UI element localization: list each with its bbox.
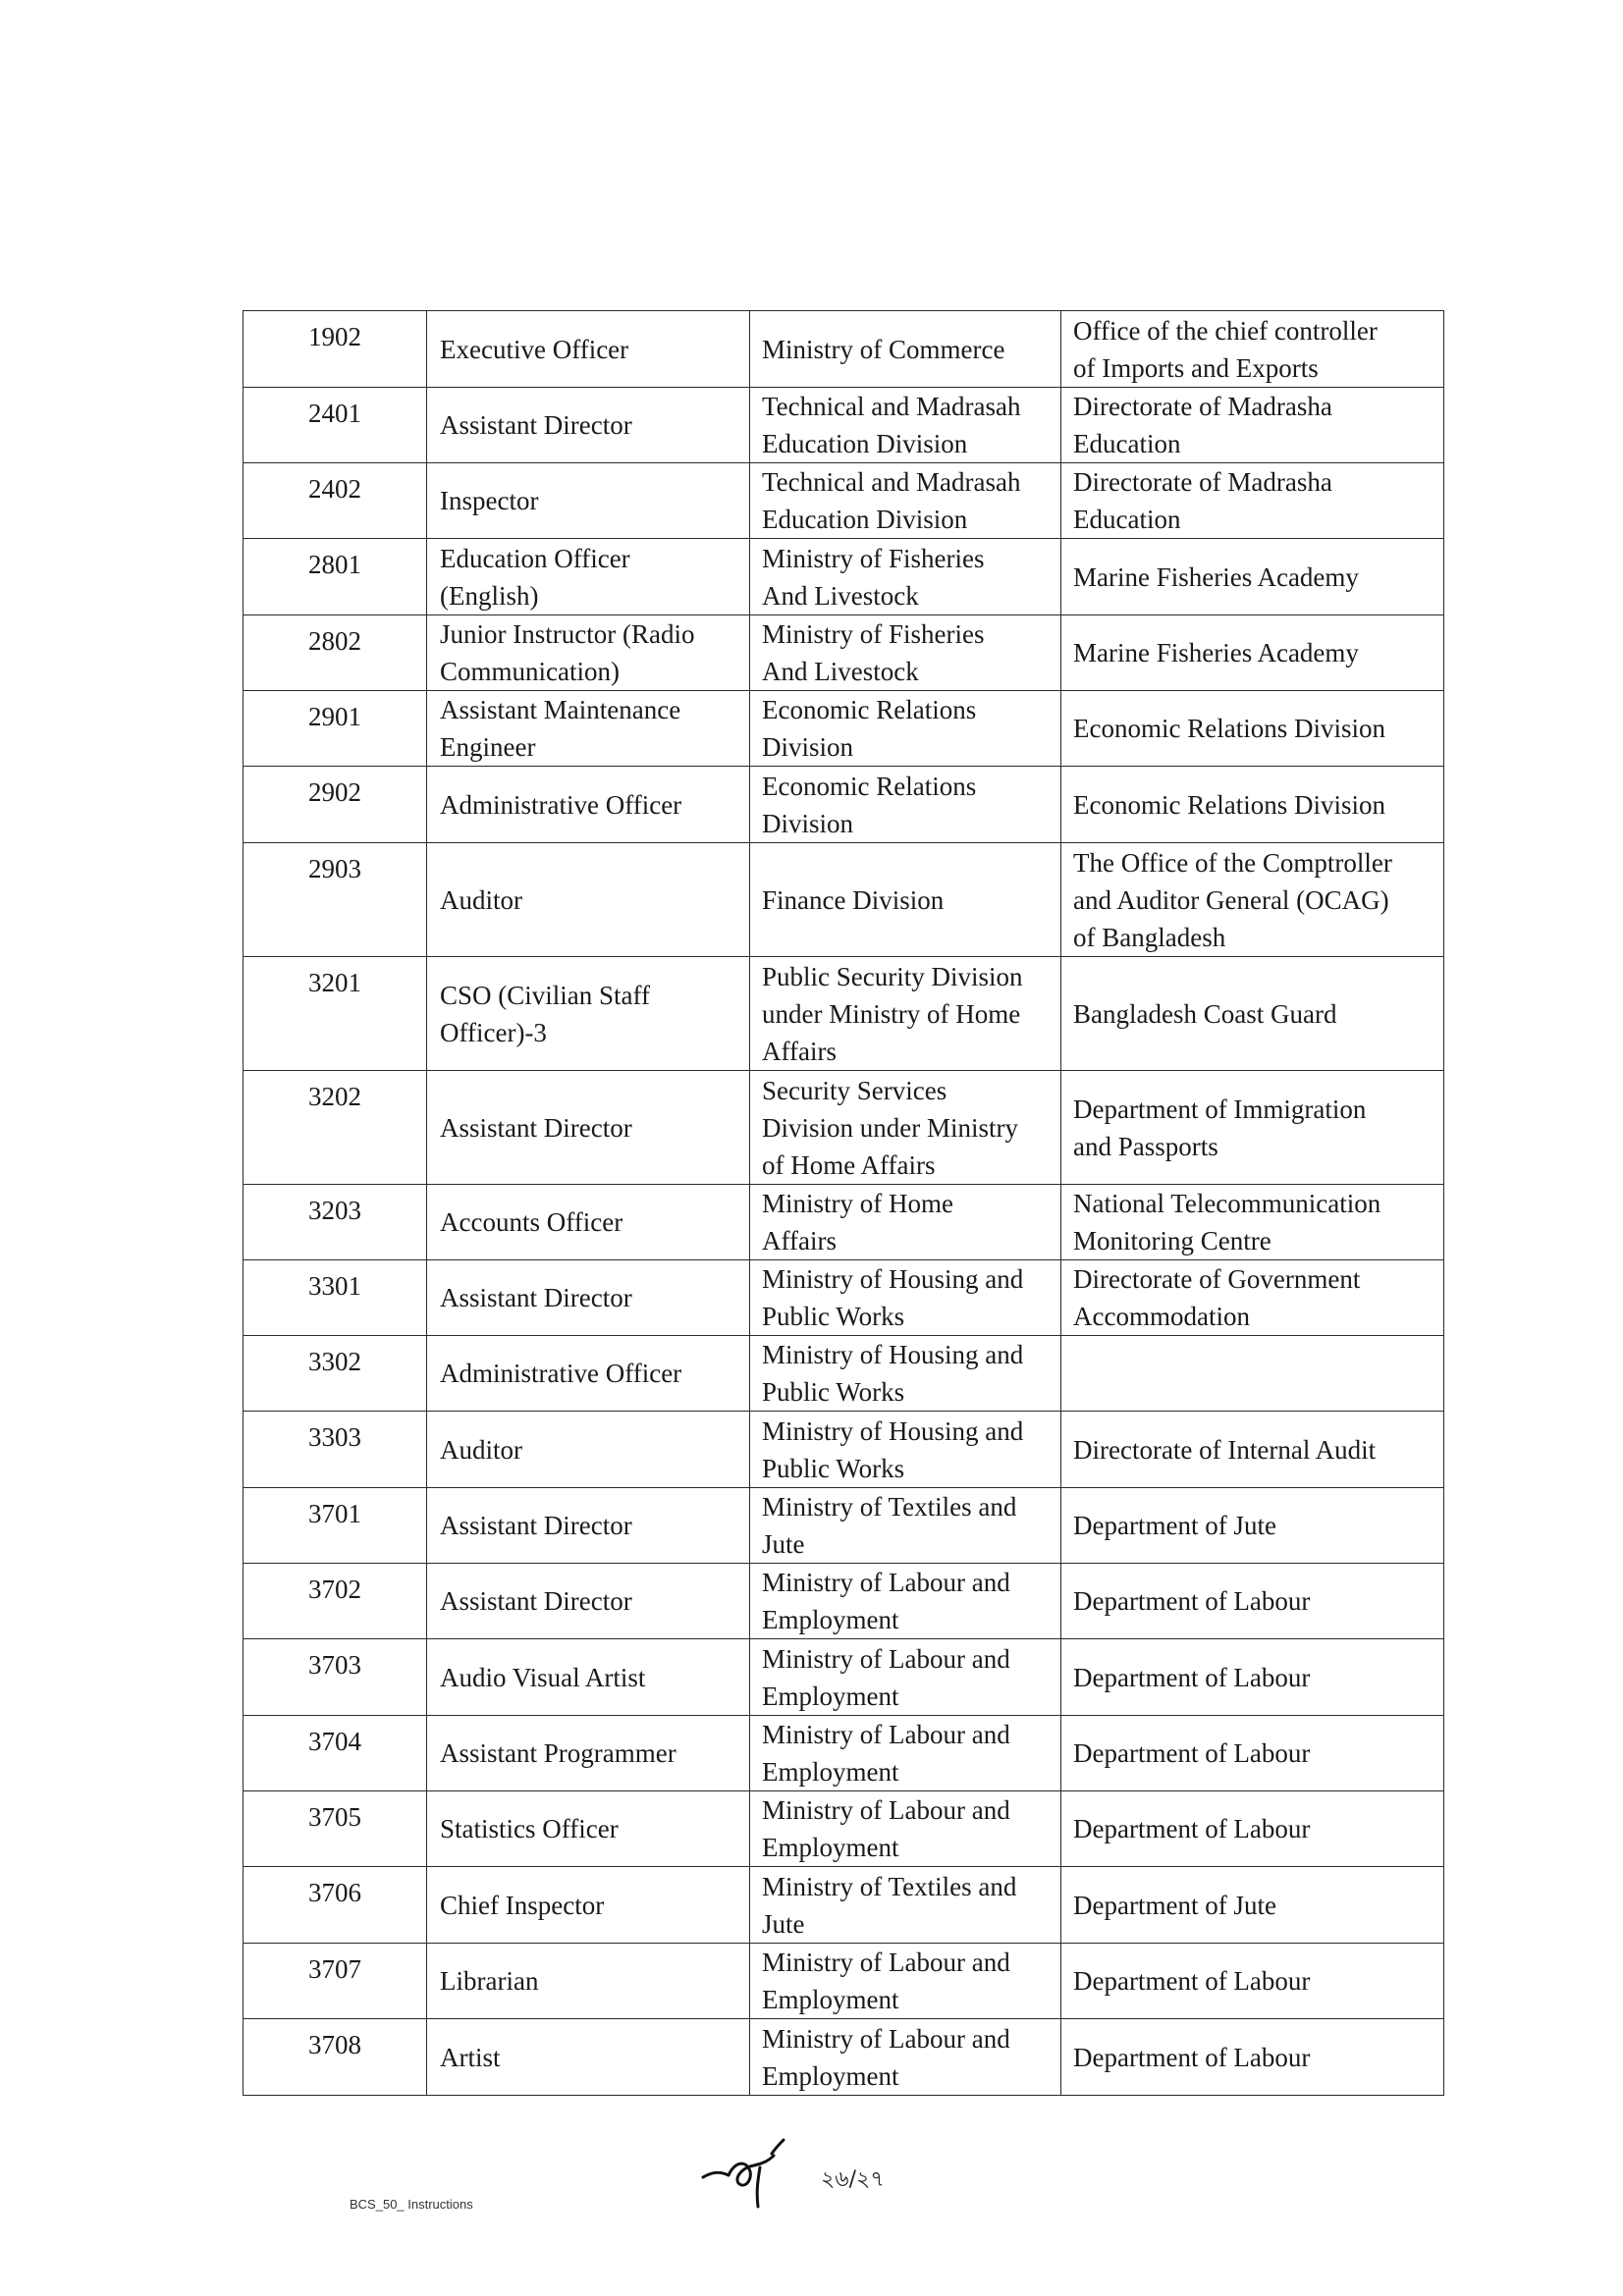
ministry-name: Ministry of Labour and Employment (762, 1795, 1010, 1862)
office-name: Directorate of Internal Audit (1073, 1434, 1377, 1465)
post-code: 3704 (308, 1727, 361, 1756)
office-name: Department of Labour (1073, 2042, 1311, 2072)
post-name-cell (427, 1071, 750, 1185)
post-code-cell (243, 1185, 427, 1260)
post-code-cell (243, 1639, 427, 1716)
office-name-cell (1061, 2019, 1444, 2096)
office-name-cell (1061, 1488, 1444, 1564)
office-name: Economic Relations Division (1073, 714, 1385, 743)
table-row (243, 1791, 1444, 1867)
office-name: Department of Labour (1073, 1738, 1311, 1768)
ministry-name-cell (750, 691, 1061, 767)
office-name: The Office of the Comptroller and Auditor General (OCAG) of Bangladesh (1073, 847, 1392, 952)
ministry-name-cell (750, 767, 1061, 843)
table-row (243, 2019, 1444, 2096)
ministry-name: Security Services Division under Ministry of Home Affairs (762, 1075, 1018, 1180)
ministry-name: Ministry of Fisheries And Livestock (762, 543, 985, 611)
post-name-cell (427, 2019, 750, 2096)
table-row (243, 1944, 1444, 2019)
office-name: Economic Relations Division (1073, 789, 1385, 820)
office-name: Office of the chief controller of Imports and Exports (1073, 315, 1378, 383)
ministry-name: Ministry of Commerce (762, 334, 1005, 364)
post-name: Auditor (440, 1434, 522, 1465)
post-code: 3203 (308, 1196, 361, 1225)
post-name: Assistant Programmer (440, 1738, 676, 1768)
ministry-name: Ministry of Labour and Employment (762, 1568, 1010, 1634)
post-name-cell (427, 1564, 750, 1639)
post-name-cell (427, 691, 750, 767)
office-name-cell (1061, 767, 1444, 843)
ministry-name: Technical and Madrasah Education Division (762, 392, 1021, 458)
ministry-name: Ministry of Housing and Public Works (762, 1415, 1024, 1483)
post-name-cell (427, 539, 750, 615)
office-name-cell (1061, 463, 1444, 539)
table-row (243, 957, 1444, 1071)
ministry-name-cell (750, 1336, 1061, 1412)
post-name: Assistant Director (440, 1511, 632, 1540)
office-name-cell (1061, 388, 1444, 463)
office-name: Marine Fisheries Academy (1073, 561, 1359, 592)
post-name-cell (427, 463, 750, 539)
table-row (243, 1564, 1444, 1639)
ministry-name-cell (750, 463, 1061, 539)
ministry-name-cell (750, 1185, 1061, 1260)
post-code: 2802 (308, 626, 361, 656)
ministry-name: Technical and Madrasah Education Division (762, 467, 1021, 534)
ministry-name: Ministry of Labour and Employment (762, 1643, 1010, 1711)
post-name-cell (427, 1260, 750, 1336)
office-name-cell (1061, 1944, 1444, 2019)
ministry-name-cell (750, 1944, 1061, 2019)
ministry-name: Ministry of Labour and Employment (762, 1948, 1010, 2014)
post-code-cell (243, 1412, 427, 1488)
office-name-cell (1061, 957, 1444, 1071)
post-code: 3202 (308, 1082, 361, 1111)
office-name-cell (1061, 1071, 1444, 1185)
ministry-name-cell (750, 1716, 1061, 1791)
table-row (243, 1071, 1444, 1185)
table-row (243, 463, 1444, 539)
ministry-name-cell (750, 843, 1061, 957)
post-code: 2401 (308, 399, 361, 428)
post-name: Accounts Officer (440, 1207, 623, 1237)
table-row (243, 388, 1444, 463)
post-code-cell (243, 1071, 427, 1185)
table-row (243, 1488, 1444, 1564)
office-name: Department of Labour (1073, 1814, 1311, 1843)
office-name-cell (1061, 1336, 1444, 1412)
post-name-cell (427, 1867, 750, 1944)
post-code-cell (243, 463, 427, 539)
post-code: 3301 (308, 1271, 361, 1301)
office-name-cell (1061, 1639, 1444, 1716)
post-code: 1902 (308, 322, 361, 351)
office-name-cell (1061, 1716, 1444, 1791)
ministry-name-cell (750, 1791, 1061, 1867)
office-name: Marine Fisheries Academy (1073, 638, 1359, 667)
ministry-name-cell (750, 1564, 1061, 1639)
table-row (243, 615, 1444, 691)
ministry-name-cell (750, 1488, 1061, 1564)
post-name: Assistant Director (440, 410, 632, 440)
post-code: 3705 (308, 1802, 361, 1832)
post-name-cell (427, 767, 750, 843)
office-name-cell (1061, 615, 1444, 691)
post-name-cell (427, 1185, 750, 1260)
ministry-name: Ministry of Textiles and Jute (762, 1492, 1017, 1559)
table-row (243, 311, 1444, 388)
table-row (243, 1336, 1444, 1412)
post-name-cell (427, 615, 750, 691)
post-code: 3703 (308, 1650, 361, 1680)
post-code-cell (243, 311, 427, 388)
post-name: Education Officer (English) (440, 543, 630, 611)
ministry-name-cell (750, 1867, 1061, 1944)
ministry-name-cell (750, 539, 1061, 615)
post-name: Junior Instructor (Radio Communication) (440, 619, 695, 686)
post-name: Assistant Director (440, 1112, 632, 1143)
post-code-cell (243, 539, 427, 615)
office-name: Directorate of Madrasha Education (1073, 392, 1332, 458)
office-name: Department of Jute (1073, 1511, 1276, 1540)
post-name-cell (427, 1639, 750, 1716)
table-row (243, 1185, 1444, 1260)
post-code-cell (243, 388, 427, 463)
post-code: 2402 (308, 474, 361, 504)
ministry-name-cell (750, 1412, 1061, 1488)
table-row (243, 1639, 1444, 1716)
post-name-cell (427, 1716, 750, 1791)
office-name-cell (1061, 311, 1444, 388)
ministry-name: Ministry of Labour and Employment (762, 2023, 1010, 2091)
office-name: Department of Jute (1073, 1890, 1276, 1920)
post-code-cell (243, 1716, 427, 1791)
table-row (243, 1412, 1444, 1488)
office-name: Directorate of Government Accommodation (1073, 1264, 1361, 1331)
posts-table (243, 310, 1444, 2096)
post-name: Chief Inspector (440, 1890, 605, 1920)
office-name-cell (1061, 1185, 1444, 1260)
posts-table-body (243, 311, 1444, 2096)
post-code: 3303 (308, 1422, 361, 1452)
post-code-cell (243, 843, 427, 957)
ministry-name: Finance Division (762, 884, 945, 915)
ministry-name-cell (750, 1071, 1061, 1185)
post-name-cell (427, 1944, 750, 2019)
post-name-cell (427, 388, 750, 463)
office-name-cell (1061, 1260, 1444, 1336)
office-name-cell (1061, 691, 1444, 767)
post-code-cell (243, 1488, 427, 1564)
page-number: ২৬/২৭ (821, 2167, 885, 2192)
post-code: 3302 (308, 1347, 361, 1376)
office-name: Directorate of Madrasha Education (1073, 467, 1332, 534)
post-code-cell (243, 1791, 427, 1867)
post-code: 2903 (308, 854, 361, 883)
ministry-name: Ministry of Fisheries And Livestock (762, 619, 985, 686)
office-name: Bangladesh Coast Guard (1073, 998, 1337, 1029)
post-name: Audio Visual Artist (440, 1662, 646, 1692)
ministry-name-cell (750, 1260, 1061, 1336)
post-code: 3701 (308, 1499, 361, 1528)
post-name: Artist (440, 2042, 501, 2072)
post-name: Assistant Director (440, 1283, 632, 1312)
post-name: CSO (Civilian Staff Officer)-3 (440, 980, 651, 1047)
post-name: Administrative Officer (440, 789, 682, 820)
post-code: 2901 (308, 702, 361, 731)
post-code: 2801 (308, 550, 361, 579)
post-name-cell (427, 1412, 750, 1488)
post-name: Assistant Maintenance Engineer (440, 695, 681, 762)
post-name: Inspector (440, 486, 539, 515)
table-row (243, 767, 1444, 843)
post-code: 3702 (308, 1575, 361, 1604)
ministry-name-cell (750, 615, 1061, 691)
post-name-cell (427, 843, 750, 957)
ministry-name: Ministry of Home Affairs (762, 1189, 953, 1255)
post-name: Librarian (440, 1966, 539, 1996)
post-code-cell (243, 1336, 427, 1412)
ministry-name: Public Security Division under Ministry of Home Affairs (762, 961, 1023, 1066)
post-name-cell (427, 311, 750, 388)
post-code-cell (243, 615, 427, 691)
ministry-name: Ministry of Labour and Employment (762, 1720, 1010, 1787)
post-name-cell (427, 957, 750, 1071)
office-name-cell (1061, 1412, 1444, 1488)
post-name: Executive Officer (440, 334, 629, 364)
ministry-name-cell (750, 957, 1061, 1071)
table-row (243, 1716, 1444, 1791)
post-code-cell (243, 691, 427, 767)
table-row (243, 1867, 1444, 1944)
office-name-cell (1061, 1791, 1444, 1867)
post-code: 3201 (308, 968, 361, 997)
post-code-cell (243, 1867, 427, 1944)
office-name-cell (1061, 843, 1444, 957)
ministry-name: Economic Relations Division (762, 771, 977, 838)
table-row (243, 1260, 1444, 1336)
office-name: Department of Labour (1073, 1662, 1311, 1692)
post-code-cell (243, 957, 427, 1071)
office-name-cell (1061, 1564, 1444, 1639)
office-name-cell (1061, 539, 1444, 615)
table-row (243, 843, 1444, 957)
post-code: 2902 (308, 777, 361, 807)
ministry-name: Ministry of Housing and Public Works (762, 1264, 1024, 1331)
post-code: 3707 (308, 1954, 361, 1984)
post-name-cell (427, 1336, 750, 1412)
ministry-name-cell (750, 388, 1061, 463)
ministry-name: Ministry of Textiles and Jute (762, 1871, 1017, 1939)
post-code-cell (243, 2019, 427, 2096)
post-name: Auditor (440, 884, 522, 915)
table-row (243, 539, 1444, 615)
post-code-cell (243, 1944, 427, 2019)
post-code-cell (243, 767, 427, 843)
post-code-cell (243, 1564, 427, 1639)
ministry-name-cell (750, 1639, 1061, 1716)
office-name: Department of Labour (1073, 1966, 1311, 1996)
office-name: Department of Immigration and Passports (1073, 1094, 1367, 1161)
post-name-cell (427, 1488, 750, 1564)
post-code-cell (243, 1260, 427, 1336)
document-label: BCS_50_ Instructions (350, 2197, 473, 2212)
signature-icon (699, 2132, 787, 2211)
post-name-cell (427, 1791, 750, 1867)
office-name: Department of Labour (1073, 1586, 1311, 1616)
post-name: Statistics Officer (440, 1814, 619, 1843)
ministry-name-cell (750, 2019, 1061, 2096)
post-name: Assistant Director (440, 1586, 632, 1616)
post-code: 3706 (308, 1878, 361, 1907)
post-code: 3708 (308, 2030, 361, 2059)
ministry-name-cell (750, 311, 1061, 388)
table-row (243, 691, 1444, 767)
ministry-name: Economic Relations Division (762, 695, 977, 762)
ministry-name: Ministry of Housing and Public Works (762, 1340, 1024, 1407)
office-name: National Telecommunication Monitoring Centre (1073, 1189, 1381, 1255)
post-name: Administrative Officer (440, 1359, 682, 1388)
office-name-cell (1061, 1867, 1444, 1944)
